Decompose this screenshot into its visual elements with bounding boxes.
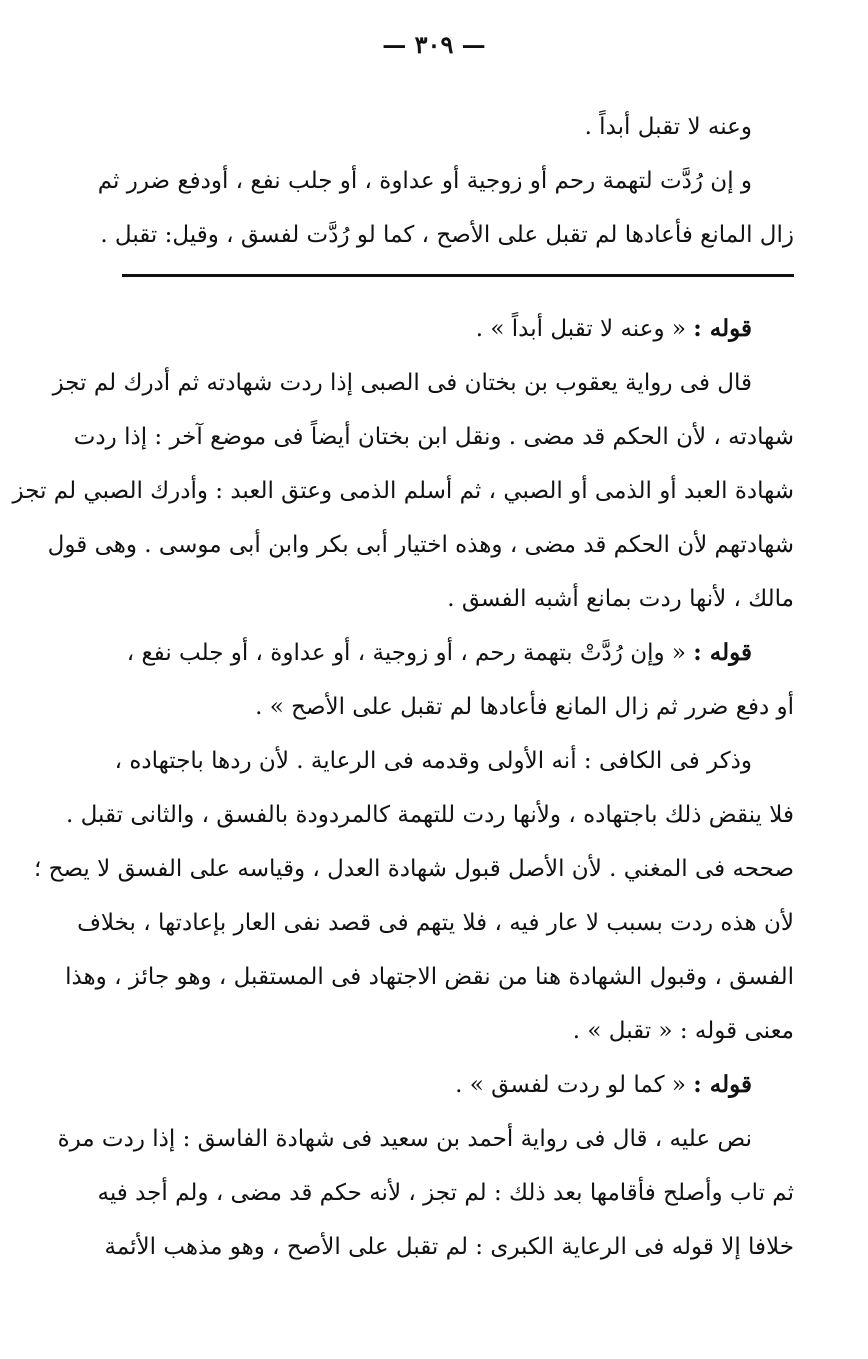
sharh-line <box>104 1220 794 1274</box>
line-text: قال فى رواية يعقوب بن بختان فى الصبى إذا ردت شهادته ثم أدرك لم تجز <box>52 370 752 396</box>
line-text: أو دفع ضرر ثم زال المانع فأعادها لم تقبل على الأصح » . <box>255 694 794 720</box>
matn-line <box>122 100 794 154</box>
line-text: « وعنه لا تقبل أبداً » . <box>475 316 686 342</box>
line-text: فلا ينقض ذلك باجتهاده ، ولأنها ردت للتهمة كالمردودة بالفسق ، والثانى تقبل . <box>66 802 794 828</box>
line-text: شهادتهم لأن الحكم قد مضى ، وهذه اختيار أبى بكر وابن أبى موسى . وهى قول <box>47 532 794 558</box>
line-text: زال المانع فأعادها لم تقبل على الأصح ، كما لو رُدَّت لفسق ، وقيل: تقبل . <box>100 222 794 248</box>
sharh-line <box>12 464 794 518</box>
line-text: وعنه لا تقبل أبداً . <box>584 114 752 140</box>
line-text: و إن رُدَّت لتهمة رحم أو زوجية أو عداوة ، أو جلب نفع ، أودفع ضرر ثم <box>97 168 752 194</box>
sharh-line <box>122 1004 794 1058</box>
line-text: مالك ، لأنها ردت بمانع أشبه الفسق . <box>447 586 794 612</box>
matn-line <box>100 208 794 262</box>
commentary-heading <box>122 626 794 680</box>
sharh-line <box>52 356 794 410</box>
line-text: خلافا إلا قوله فى الرعاية الكبرى : لم تقبل على الأصح ، وهو مذهب الأئمة <box>104 1234 794 1260</box>
sharh-line <box>34 842 794 896</box>
sharh-line <box>122 680 794 734</box>
heading-keyword: قوله : <box>693 315 752 342</box>
sharh-line <box>66 788 794 842</box>
line-text: ثم تاب وأصلح فأقامها بعد ذلك : لم تجز ، لأنه حكم قد مضى ، ولم أجد فيه <box>97 1180 794 1206</box>
separator-rule <box>122 274 794 277</box>
sharh-line <box>77 896 794 950</box>
sharh-line <box>47 518 794 572</box>
commentary-heading <box>122 302 794 356</box>
line-text: صححه فى المغني . لأن الأصل قبول شهادة العدل ، وقياسه على الفسق لا يصح ؛ <box>34 856 794 882</box>
line-text: « كما لو ردت لفسق » . <box>455 1072 686 1098</box>
sharh-line <box>122 572 794 626</box>
matn-text <box>97 100 794 262</box>
sharh-line <box>57 1112 794 1166</box>
sharh-line <box>65 950 794 1004</box>
line-text: لأن هذه ردت بسبب لا عار فيه ، فلا يتهم فى قصد نفى العار بإعادتها ، بخلاف <box>77 910 794 936</box>
sharh-text <box>12 302 794 1274</box>
heading-keyword: قوله : <box>693 639 752 666</box>
sharh-line <box>73 410 794 464</box>
line-text: الفسق ، وقبول الشهادة هنا من نقض الاجتهاد فى المستقبل ، وهو جائز ، وهذا <box>65 964 794 990</box>
line-text: « وإن رُدَّتْ بتهمة رحم ، أو زوجية ، أو عداوة ، أو جلب نفع ، <box>126 640 686 666</box>
line-text: نص عليه ، قال فى رواية أحمد بن سعيد فى شهادة الفاسق : إذا ردت مرة <box>57 1126 752 1152</box>
commentary-heading <box>122 1058 794 1112</box>
sharh-line <box>114 734 794 788</box>
heading-keyword: قوله : <box>693 1071 752 1098</box>
sharh-line <box>97 1166 794 1220</box>
line-text: معنى قوله : « تقبل » . <box>572 1018 794 1044</box>
line-text: شهادة العبد أو الذمى أو الصبي ، ثم أسلم الذمى وعتق العبد : وأدرك الصبي لم تجز <box>12 478 794 504</box>
matn-line <box>97 154 794 208</box>
line-text: وذكر فى الكافى : أنه الأولى وقدمه فى الرعاية . لأن ردها باجتهاده ، <box>114 748 752 774</box>
line-text: شهادته ، لأن الحكم قد مضى . ونقل ابن بختان أيضاً فى موضع آخر : إذا ردت <box>73 424 794 450</box>
page-number: — ٣٠٩ — <box>382 30 486 59</box>
